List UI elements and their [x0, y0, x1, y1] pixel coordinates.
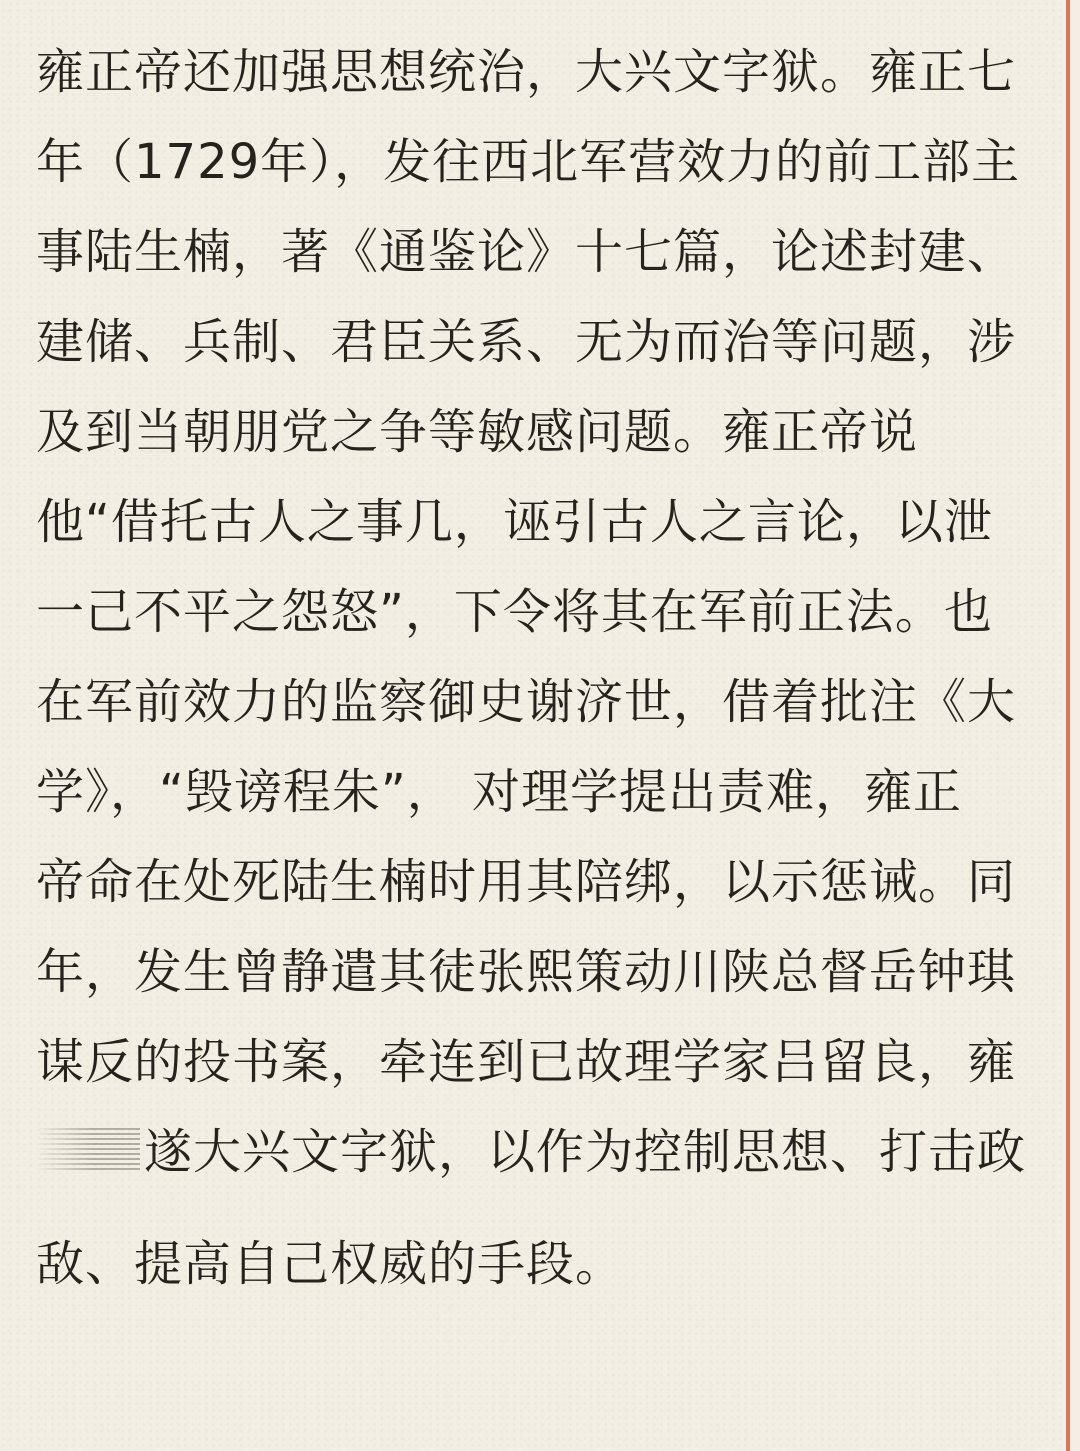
- text-line-7: 一己不平之怨怒”，下令将其在军前正法。也: [36, 584, 993, 640]
- text-line-13-content: 遂大兴文字狱，以作为控制思想、打击政: [144, 1124, 1027, 1180]
- text-line-9: 学》，“毁谤程朱”， 对理学提出责难，雍正: [36, 764, 962, 820]
- article-text: [36, 36, 1027, 1318]
- text-line-1: 雍正帝还加强思想统治，大兴文字狱。雍正七: [36, 44, 1017, 100]
- text-line-8: 在军前效力的监察御史谢济世，借着批注《大: [36, 674, 1017, 730]
- text-line-3: 事陆生楠，著《通鉴论》十七篇，论述封建、: [36, 224, 1017, 280]
- text-line-4: 建储、兵制、君臣关系、无为而治等问题，涉: [36, 314, 1017, 370]
- text-line-14: 敌、提高自己权威的手段。: [36, 1236, 625, 1292]
- text-line-11: 年，发生曾静遣其徒张熙策动川陕总督岳钟琪: [36, 944, 1017, 1000]
- text-line-13: [36, 1116, 1027, 1206]
- right-margin-rule: [1062, 0, 1080, 1451]
- image-smudge: [36, 1128, 140, 1172]
- text-line-5: 及到当朝朋党之争等敏感问题。雍正帝说: [36, 404, 919, 460]
- text-line-6: 他“借托古人之事几，诬引古人之言论，以泄: [36, 494, 993, 550]
- text-line-2: 年（1729年），发往西北军营效力的前工部主: [36, 134, 1021, 190]
- text-line-12: 谋反的投书案，牵连到已故理学家吕留良，雍: [36, 1034, 1017, 1090]
- text-line-10: 帝命在处死陆生楠时用其陪绑，以示惩诫。同: [36, 854, 1017, 910]
